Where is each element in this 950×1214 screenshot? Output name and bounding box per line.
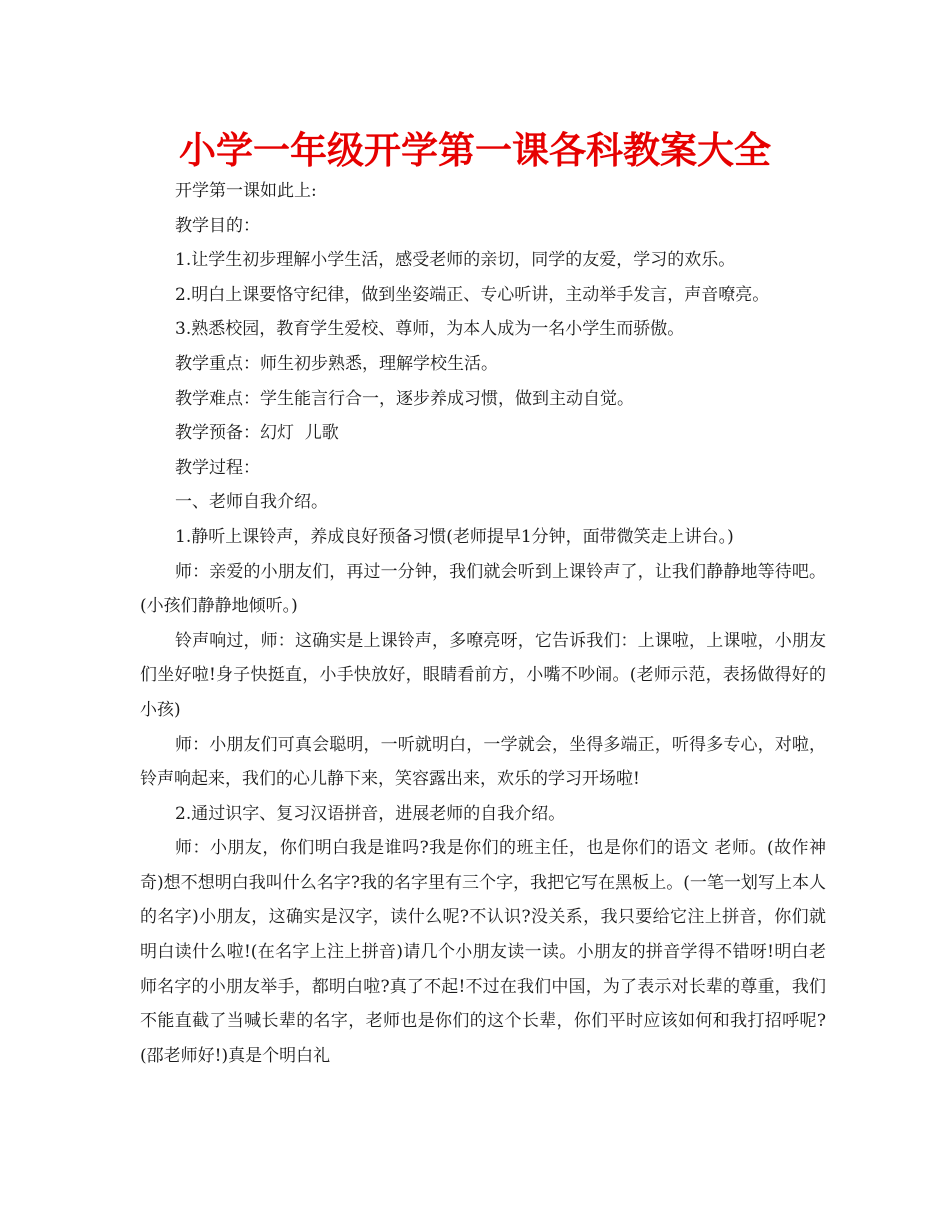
- paragraph: 师：小朋友，你们明白我是谁吗?我是你们的班主任，也是你们的语文 老师。(故作神奇)想不想明白我叫什么名字?我的名字里有三个字，我把它写在黑板上。(一笔一划写上本人的名字)小朋友，这确实是汉字，读什么呢?不认识?没关系，我只要给它注上拼音，你们就明白读什么啦!(在名字上注上拼音)请几个小朋友读一读。小朋友的拼音学得不错呀!明白老师名字的小朋友举手，都明白啦?真了不起!不过在我们中国，为了表示对长辈的尊重，我们不能直截了当喊长辈的名字，老师也是你们的这个长辈，你们平时应该如何和我打招呼呢?(邵老师好!)真是个明白礼: [140, 838, 826, 1066]
- paragraph: 师：小朋友们可真会聪明，一听就明白，一学就会，坐得多端正，听得多专心，对啦，铃声响起来，我们的心儿静下来，笑容露出来，欢乐的学习开场啦!: [140, 734, 826, 790]
- paragraph: 教学重点：师生初步熟悉，理解学校生活。: [175, 353, 498, 374]
- paragraph: 1.静听上课铃声，养成良好预备习惯(老师提早1分钟，面带微笑走上讲台。): [175, 526, 734, 547]
- paragraph: 3.熟悉校园，教育学生爱校、尊师，为本人成为一名小学生而骄傲。: [175, 319, 685, 340]
- document-title: 小学一年级开学第一课各科教案大全: [179, 129, 771, 172]
- paragraph: 2.明白上课要恪守纪律，做到坐姿端正、专心听讲，主动举手发言，声音嘹亮。: [175, 284, 770, 305]
- paragraph: 1.让学生初步理解小学生活，感受老师的亲切，同学的友爱，学习的欢乐。: [175, 250, 736, 271]
- paragraph: 师：亲爱的小朋友们，再过一分钟，我们就会听到上课铃声了，让我们静静地等待吧。(小孩们静静地倾听。): [140, 561, 826, 617]
- paragraph: 教学目的：: [175, 215, 260, 236]
- paragraph: 教学过程：: [175, 457, 260, 478]
- document-body: [140, 174, 826, 1073]
- paragraph: 开学第一课如此上:: [175, 181, 317, 201]
- paragraph: 教学预备：幻灯 儿歌: [175, 423, 339, 444]
- paragraph: 教学难点：学生能言行合一，逐步养成习惯，做到主动自觉。: [175, 388, 634, 409]
- paragraph: 铃声响过，师：这确实是上课铃声，多嘹亮呀，它告诉我们：上课啦，上课啦，小朋友们坐好啦!身子快挺直，小手快放好，眼睛看前方，小嘴不吵闹。(老师示范，表扬做得好的小孩): [140, 630, 826, 720]
- paragraph: 2.通过识字、复习汉语拼音，进展老师的自我介绍。: [175, 803, 566, 824]
- paragraph: 一、老师自我介绍。: [175, 492, 328, 513]
